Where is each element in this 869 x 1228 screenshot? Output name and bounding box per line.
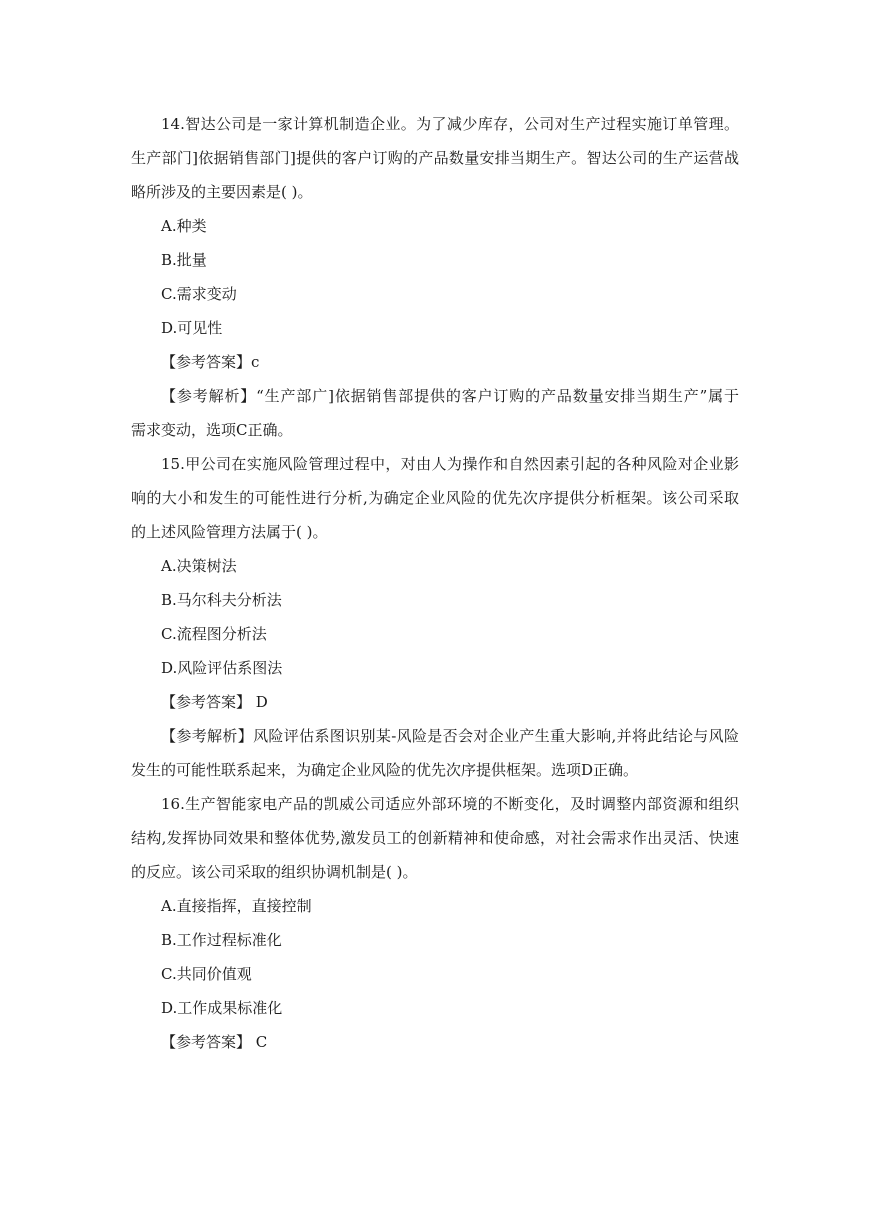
- question-stem-line: 结构,发挥协同效果和整体优势,激发员工的创新精神和使命感，对社会需求作出灵活、快速: [131, 829, 739, 847]
- reference-answer: 【参考答案】c: [161, 353, 260, 371]
- question-stem-line: 的反应。该公司采取的组织协调机制是( )。: [131, 863, 418, 881]
- analysis-line: 【参考解析】“生产部广]依据销售部提供的客户订购的产品数量安排当期生产”属于: [161, 387, 739, 405]
- question-stem-line: 15.甲公司在实施风险管理过程中，对由人为操作和自然因素引起的各种风险对企业影: [161, 455, 739, 473]
- question-16: [131, 787, 739, 1059]
- question-14: [131, 107, 739, 447]
- question-stem-line: 响的大小和发生的可能性进行分析,为确定企业风险的优先次序提供分析框架。该公司采取: [131, 489, 739, 507]
- option-a: A.直接指挥，直接控制: [161, 897, 312, 915]
- option-b: B.批量: [161, 251, 207, 269]
- analysis-line: 【参考解析】风险评估系图识别某-风险是否会对企业产生重大影响,并将此结论与风险: [161, 727, 739, 745]
- option-c: C.流程图分析法: [161, 625, 267, 643]
- option-b: B.马尔科夫分析法: [161, 591, 282, 609]
- question-stem-line: 14.智达公司是一家计算机制造企业。为了减少库存，公司对生产过程实施订单管理。: [161, 115, 739, 133]
- question-15: [131, 447, 739, 787]
- reference-answer: 【参考答案】 D: [161, 693, 268, 711]
- option-b: B.工作过程标准化: [161, 931, 282, 949]
- option-d: D.工作成果标准化: [161, 999, 283, 1017]
- option-c: C.需求变动: [161, 285, 237, 303]
- analysis-line: 需求变动，选项C正确。: [131, 421, 293, 439]
- reference-answer: 【参考答案】 C: [161, 1033, 268, 1051]
- option-d: D.风险评估系图法: [161, 659, 283, 677]
- question-stem-line: 略所涉及的主要因素是( )。: [131, 183, 313, 201]
- question-stem-line: 16.生产智能家电产品的凯威公司适应外部环境的不断变化，及时调整内部资源和组织: [161, 795, 739, 813]
- document-page: [131, 107, 739, 1059]
- question-stem-line: 的上述风险管理方法属于( )。: [131, 523, 328, 541]
- option-c: C.共同价值观: [161, 965, 252, 983]
- option-a: A.决策树法: [161, 557, 237, 575]
- analysis-line: 发生的可能性联系起来，为确定企业风险的优先次序提供框架。选项D正确。: [131, 761, 639, 779]
- question-stem-line: 生产部门]依据销售部门]提供的客户订购的产品数量安排当期生产。智达公司的生产运营战: [131, 149, 739, 167]
- option-a: A.种类: [161, 217, 207, 235]
- option-d: D.可见性: [161, 319, 223, 337]
